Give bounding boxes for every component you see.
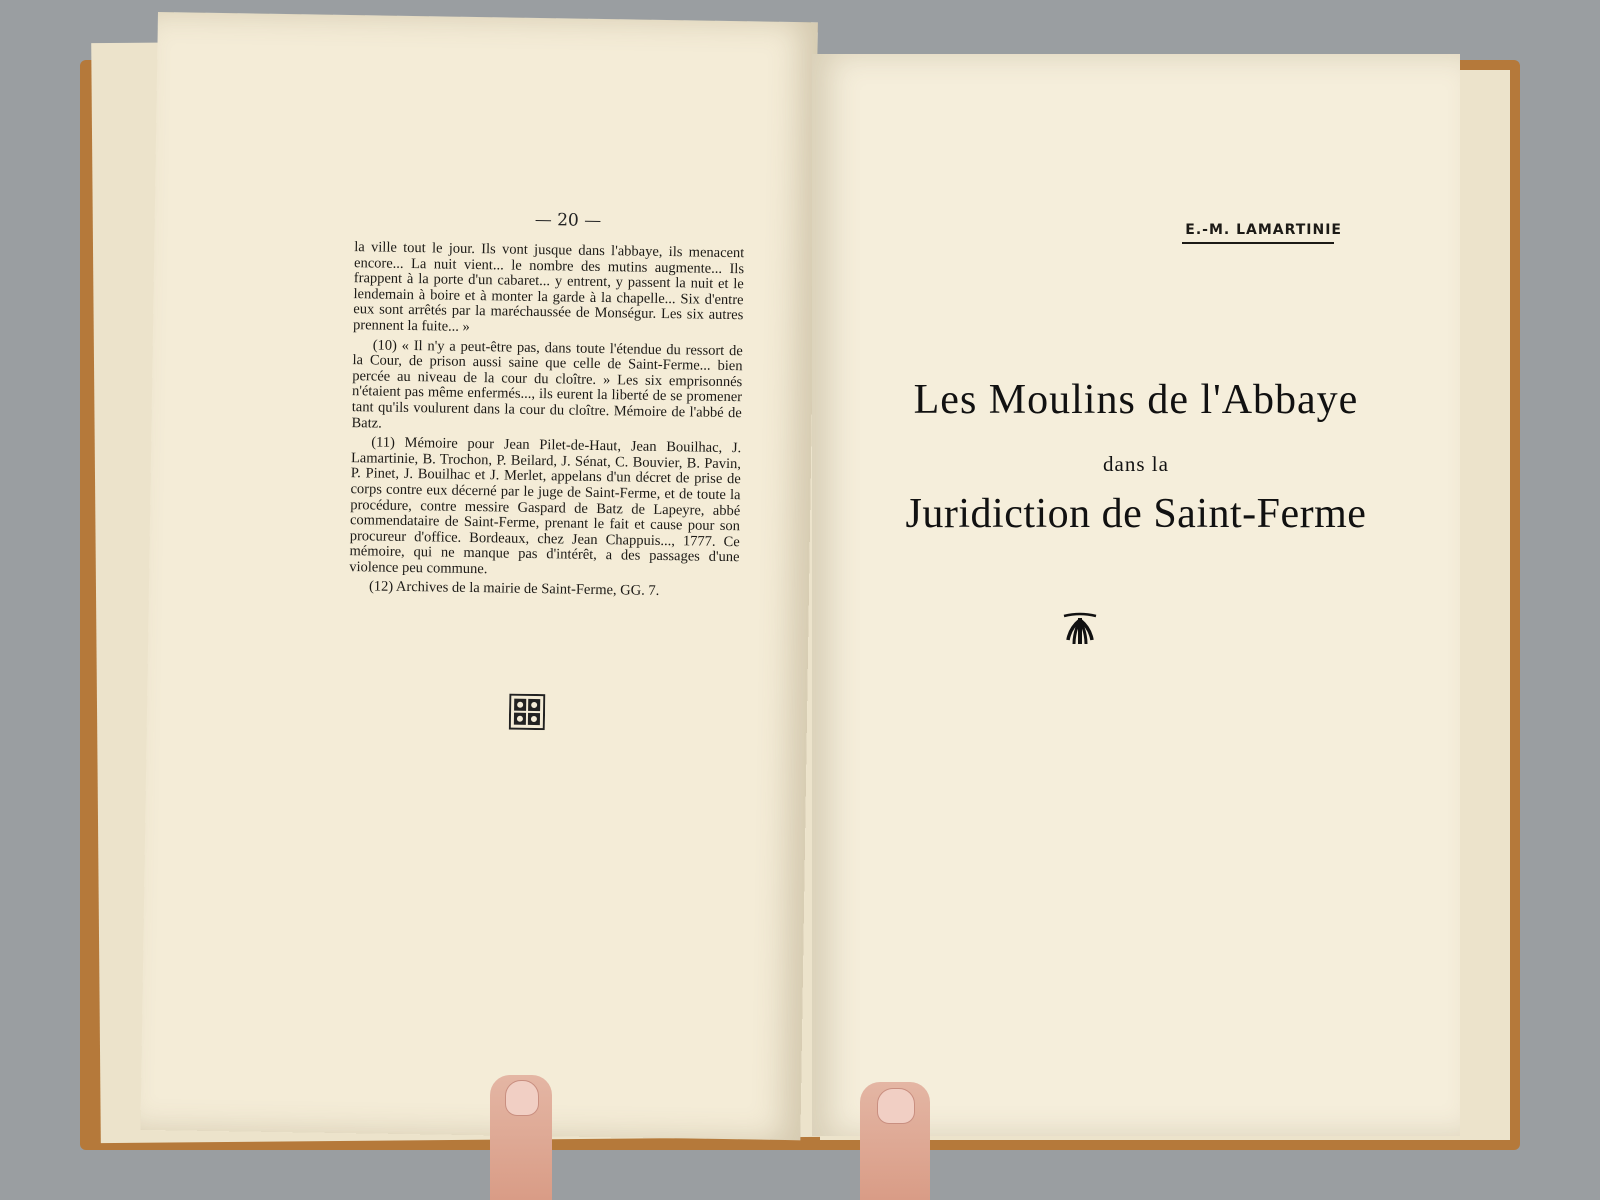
fleuron-ornament-icon bbox=[1060, 610, 1100, 650]
left-page bbox=[140, 12, 817, 1140]
left-thumbnail bbox=[505, 1080, 539, 1116]
right-thumbnail bbox=[877, 1088, 915, 1124]
footnote-12: (12) Archives de la mairie de Saint-Ferme, GG. 7. bbox=[368, 578, 660, 600]
floral-ornament-icon bbox=[509, 694, 546, 731]
right-page bbox=[812, 54, 1460, 1136]
author-underline bbox=[1182, 242, 1334, 244]
title-line-2: dans la bbox=[1103, 452, 1169, 476]
notes-text-block bbox=[349, 240, 745, 605]
title-line-1: Les Moulins de l'Abbaye bbox=[913, 377, 1359, 423]
footnote-11: (11) Mémoire pour Jean Pilet-de-Haut, Jean Bouilhac, J. Lamartinie, B. Trochon, P. Beilard, J. Sénat, C. Bouvier, B. Pavin, P. Pinet, J. Bouilhac et J. Merlet, appelans d'un décret de prise de corps contre eux décerné par le juge de Saint-Ferme, et de toute la procédure, contre messire Gaspard de Batz de Lapeyre, abbé commendataire de Saint-Ferme, prenant le fait et cause pour son procureur d'office. Bordeaux, chez Jean Chappuis..., 1777. Ce mémoire, qui ne manque pas d'intérêt, a des passages d'une violence peu commune. bbox=[349, 434, 742, 578]
title-line-3: Juridiction de Saint-Ferme bbox=[905, 491, 1367, 537]
author-name: E.-M. LAMARTINIE bbox=[1185, 222, 1342, 238]
footnote-10: (10) « Il n'y a peut-être pas, dans toute l'étendue du ressort de la Cour, de prison aussi saine que celle de Saint-Ferme... bien percée au niveau de la cour du cloître. » Les six emprisonnés n'étaient pas même enfermés..., ils eurent la liberté de se promener tant qu'ils voulurent dans la cour du cloître. Mémoire de l'abbé de Batz. bbox=[351, 336, 743, 432]
paragraph: la ville tout le jour. Ils vont jusque dans l'abbaye, ils menacent encore... La nuit vient... le nombre des mutins augmente... Ils frappent à la porte d'un cabaret... y entrent, y passent la nuit et le lendemain à boire et à monter la garde à la chapelle... Six d'entre eux sont arrêtés par la maréchaussée de Monségur. Les six autres prennent la fuite... » bbox=[352, 239, 745, 335]
